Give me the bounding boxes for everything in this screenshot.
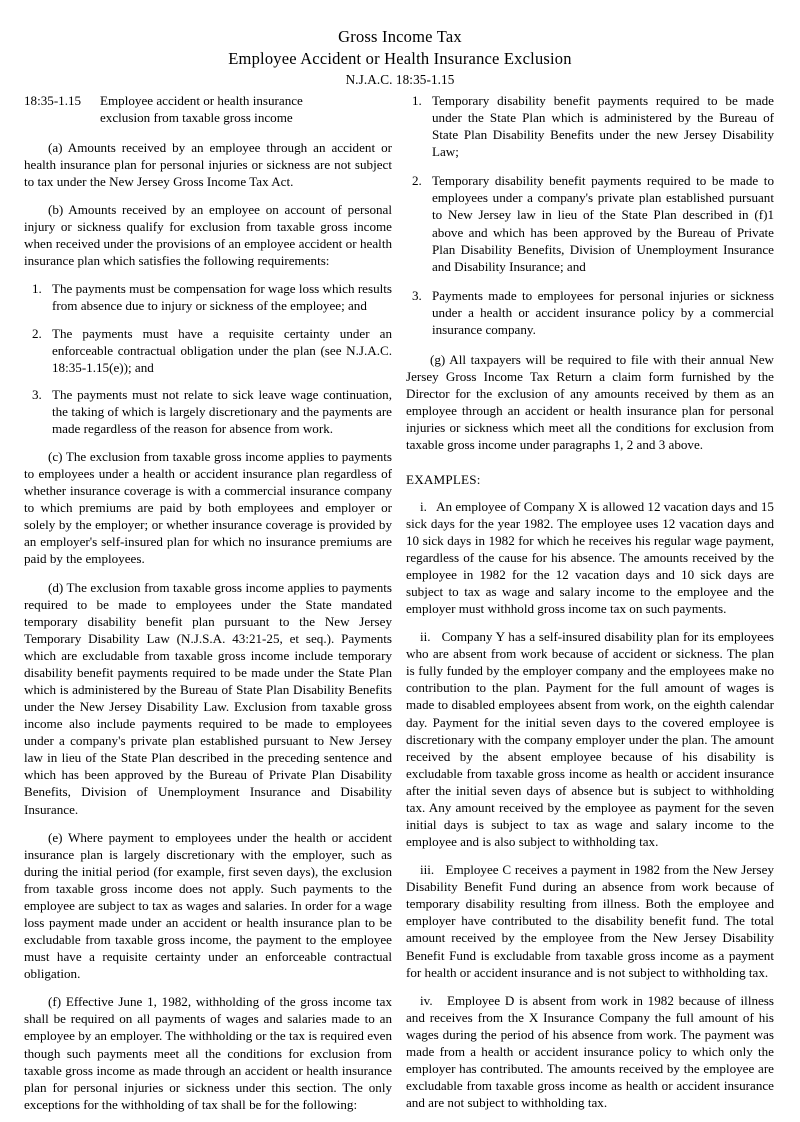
list-b-requirements bbox=[24, 280, 392, 437]
document-title-gross-income-tax: Gross Income Tax bbox=[338, 27, 462, 46]
two-column-body bbox=[0, 92, 800, 1122]
list-item-text: Temporary disability benefit payments required to be made to employees under a company's private plan established pursuant to New Jersey law in lieu of the State Plan described in (f)1 above and which has been approved by the Bureau of Private Plan Disability Benefits, Division of Unemployment Insurance and Disability Insurance; and bbox=[432, 173, 774, 274]
example-text: Company Y has a self-insured disability plan for its employees who are absent from work because of accident or sickness. The plan is fully funded by the employer company and the employees make no contribution to the plan. Payment for the full amount of wages is made to disabled employees absent from work, on the eighth calendar day. Payment for the initial seven days to the covered employee is discretionary with the company employer under the plan. The amount received by the absent employee because of his disability is excludable from taxable gross income as health or accident insurance after the initial seven days of absence but is subject to withholding tax. Any amount received by the employee as payment for the seven initial days is subject to tax as wage and salary income to the employee and is also subject to withholding tax. bbox=[406, 629, 774, 850]
example-iv bbox=[406, 992, 774, 1112]
example-text: Employee C receives a payment in 1982 from the New Jersey Disability Benefit Fund during an absence from work because of temporary disability resulting from illness. Both the employee and employer have contributed to the disability benefit fund. The total amount received by the employee from the New Jersey Disability Benefit Fund is excludable from taxable gross income as a payment for health or accident insurance and is not subject to withholding tax. bbox=[406, 862, 774, 980]
paragraph-g: (g) All taxpayers will be required to file with their annual New Jersey Gross Income Tax Return a claim form furnished by the Director for the exclusion of any amounts received by them as an employee through an accident or health insurance plan for personal injuries or sickness which meet all the conditions for exclusion from taxable gross income under paragraphs 1, 2 and 3 above. bbox=[406, 352, 774, 453]
list-item bbox=[406, 287, 774, 338]
section-title-line-2: exclusion from taxable gross income bbox=[100, 110, 293, 126]
list-marker: 3. bbox=[32, 386, 42, 402]
list-item bbox=[406, 92, 774, 160]
left-column bbox=[0, 92, 392, 1113]
example-marker: iii. bbox=[420, 862, 442, 878]
list-item-text: The payments must have a requisite certainty under an enforceable contractual obligation under the plan (see N.J.A.C. 18:35-1.15(e)); and bbox=[52, 325, 392, 375]
document-citation-njac: N.J.A.C. 18:35-1.15 bbox=[345, 72, 455, 88]
paragraph-d: (d) The exclusion from taxable gross income applies to payments required to be made to employees under the State mandated temporary disability benefit plan pursuant to the New Jersey Temporary Disability Law (N.J.S.A. 43:21-25, et seq.). Payments which are excludable from taxable gross income include temporary disability benefit payments required to be made under the State Plan which is administered by the Bureau of State Plan Disability Benefits under the New Jersey Disability Law. Exclusion from taxable gross income also include payments required to be made to employees under a company's private plan established pursuant to New Jersey law in lieu of the State Plan described in the preceding sentence and which has been approved by the Bureau of Private Plan Disability Benefits, Division of Unemployment Insurance and Disability Insurance. bbox=[24, 579, 392, 817]
list-item bbox=[24, 280, 392, 314]
list-item bbox=[24, 386, 392, 437]
list-item bbox=[406, 172, 774, 274]
examples-heading: EXAMPLES: bbox=[406, 472, 481, 488]
right-column bbox=[392, 92, 800, 1122]
example-marker: iv. bbox=[420, 992, 443, 1008]
section-heading bbox=[24, 92, 392, 127]
section-title-line-1: Employee accident or health insurance bbox=[100, 93, 303, 108]
example-iii bbox=[406, 861, 774, 981]
paragraph-a: (a) Amounts received by an employee through an accident or health insurance plan for personal injuries or sickness are not subject to tax under the New Jersey Gross Income Tax Act. bbox=[24, 139, 392, 189]
paragraph-c: (c) The exclusion from taxable gross income applies to payments to employees under a health or accident insurance plan regardless of whether insurance coverage is with a commercial insurance company to which premiums are paid by both employees and employer or solely by the employer; or whether insurance coverage is provided by an employer's self-insured plan for which no insurance premiums are paid by the employees. bbox=[24, 448, 392, 567]
list-marker: 2. bbox=[412, 173, 422, 189]
example-text: Employee D is absent from work in 1982 because of illness and receives from the X Insurance Company the full amount of his wages during the period of his absence from work. The payment was made from a health or accident insurance policy to which only the employer has contributed. The amounts received by the employee are excludable from taxable gross income as health or accident insurance and are not subject to withholding tax. bbox=[406, 992, 775, 1111]
list-marker: 3. bbox=[412, 287, 422, 303]
section-number: 18:35-1.15 bbox=[24, 93, 82, 108]
document-subtitle-exclusion: Employee Accident or Health Insurance Exclusion bbox=[228, 49, 572, 69]
paragraph-e: (e) Where payment to employees under the health or accident insurance plan is largely discretionary with the employer, such as during the initial period (for example, first seven days), the exclusion from taxable gross income does not apply. Such payments to the employee are subject to tax as wages and salaries. In order for a wage loss payment made under an accident or health insurance plan to be excludable from taxable gross income, the payment to the employee must have a requisite certainty under an enforceable contractual obligation. bbox=[24, 829, 392, 982]
list-item bbox=[24, 325, 392, 376]
list-marker: 1. bbox=[32, 281, 42, 297]
list-item-text: Temporary disability benefit payments required to be made under the State Plan which is administered by the Bureau of State Plan Disability Benefits under the new Jersey Disability Law; bbox=[432, 93, 774, 160]
list-item-text: The payments must not relate to sick leave wage continuation, the taking of which is largely discretionary and the payments are made regardless of the reason for absence from work. bbox=[52, 386, 392, 436]
example-text: An employee of Company X is allowed 12 vacation days and 15 sick days for the year 1982. The employee uses 12 vacation days and 10 sick days in 1982 for which he receives his regular wage payment, regardless of the cause for his absence. The amounts received by the employee in 1982 for the 12 vacation days and 10 sick days are subject to tax as wage and salary income to the employee and the employer must withhold gross income tax on such payments. bbox=[406, 498, 774, 617]
section-title bbox=[100, 92, 392, 127]
example-i bbox=[406, 498, 774, 618]
paragraph-f: (f) Effective June 1, 1982, withholding of the gross income tax shall be required on all payments of wages and salaries made to an employee by an employer. The withholding or the tax is required even though such payments meet all the conditions for exclusion from taxable gross income as made through an accident or health insurance plan for personal injuries or sickness under this section. The only exceptions for the withholding of tax shall be for the following: bbox=[24, 994, 392, 1112]
list-marker: 1. bbox=[412, 93, 422, 108]
list-item-text: Payments made to employees for personal injuries or sickness under a health or accident insurance policy by a commercial insurance company. bbox=[432, 287, 774, 337]
list-f-exceptions bbox=[406, 92, 774, 338]
list-marker: 2. bbox=[32, 325, 42, 341]
paragraph-b: (b) Amounts received by an employee on account of personal injury or sickness qualify for exclusion from taxable gross income when received under the provisions of an employee accident or health insurance plan which satisfies the following requirements: bbox=[24, 202, 392, 269]
example-marker: i. bbox=[420, 498, 434, 514]
example-marker: ii. bbox=[420, 629, 438, 645]
list-item-text: The payments must be compensation for wage loss which results from absence due to injury or sickness of the employee; and bbox=[52, 281, 393, 314]
example-ii bbox=[406, 628, 774, 850]
document-header bbox=[0, 0, 800, 89]
